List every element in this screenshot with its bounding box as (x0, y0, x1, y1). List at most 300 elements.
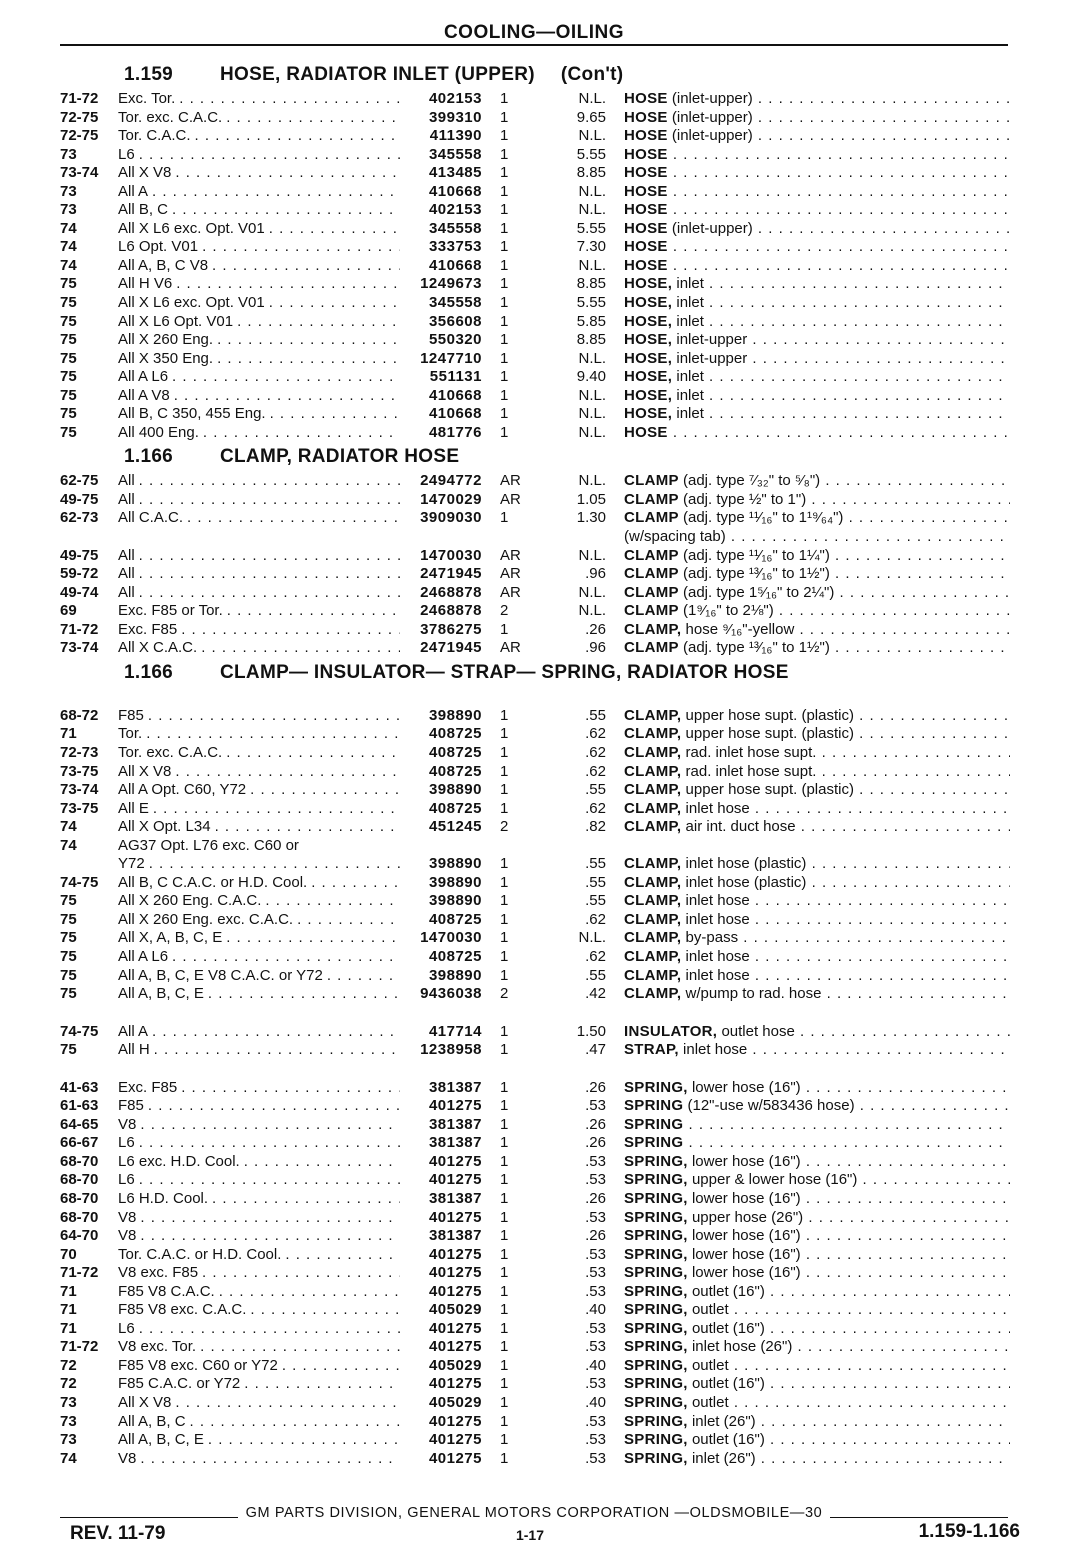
description (614, 257, 1010, 276)
list-price: .53 (585, 1208, 606, 1226)
quantity (488, 528, 544, 547)
part-number: 410668 (428, 256, 482, 274)
quantity: 1 (500, 1431, 509, 1449)
application (118, 1375, 400, 1394)
description (614, 424, 1010, 443)
part-name: HOSE (624, 145, 668, 163)
quantity: 1 (500, 910, 509, 928)
list-price: .40 (585, 1301, 606, 1319)
application (118, 424, 400, 443)
part-number: 401275 (428, 1264, 482, 1282)
application-text: V8 (118, 1450, 140, 1467)
quantity: 1 (500, 1301, 509, 1319)
quantity: 2 (500, 985, 509, 1003)
application-text: Exc. Tor. (118, 90, 179, 107)
description (614, 183, 1010, 202)
quantity: 1 (500, 966, 509, 984)
model-year: 72 (60, 1375, 77, 1393)
model-year: 75 (60, 405, 77, 423)
quantity: 1 (500, 725, 509, 743)
quantity: 1 (500, 182, 509, 200)
part-number: 401275 (428, 1319, 482, 1337)
list-price: N.L. (578, 405, 606, 423)
parts-row (60, 1134, 1020, 1153)
description (614, 1283, 1010, 1302)
list-price: N.L. (578, 602, 606, 620)
parts-row (60, 528, 1020, 547)
model-year: 71 (60, 725, 77, 743)
part-number: 408725 (428, 947, 482, 965)
description (614, 472, 1010, 491)
quantity: 1 (500, 1449, 509, 1467)
list-price: N.L. (578, 127, 606, 145)
description (614, 1116, 1010, 1135)
list-price: .53 (585, 1097, 606, 1115)
parts-row (60, 1283, 1020, 1302)
description (614, 201, 1010, 220)
part-name: HOSE, (624, 275, 673, 293)
model-year: 61-63 (60, 1097, 99, 1115)
list-price: .53 (585, 1319, 606, 1337)
part-name: CLAMP, (624, 818, 682, 836)
parts-listing (60, 60, 1020, 1468)
part-name: HOSE, (624, 294, 673, 312)
parts-row (60, 639, 1020, 658)
application-text: All A, B, C, E (118, 1431, 208, 1448)
model-year: 69 (60, 602, 77, 620)
parts-row (60, 405, 1020, 424)
description (614, 874, 1010, 893)
list-price: 1.05 (576, 490, 606, 508)
list-price: .47 (585, 1041, 606, 1059)
quantity: 1 (500, 929, 509, 947)
part-number: 1247710 (420, 349, 482, 367)
parts-row (60, 368, 1020, 387)
application (118, 1209, 400, 1228)
part-detail: (inlet-upper) (667, 90, 753, 107)
part-name: SPRING, (624, 1412, 688, 1430)
description (614, 1264, 1010, 1283)
part-name: CLAMP (624, 546, 679, 564)
description (614, 1171, 1010, 1190)
section-number: 1.159 (124, 64, 174, 85)
list-price: 8.85 (576, 164, 606, 182)
part-name: HOSE, (624, 312, 673, 330)
application-text: V8 exc. F85 (118, 1264, 202, 1281)
description (614, 948, 1010, 967)
description (614, 1394, 1010, 1413)
application-text: All X V8 (118, 164, 175, 181)
application (118, 763, 400, 782)
spacer (60, 688, 1020, 707)
part-detail: (adj. type ¹¹⁄₁₆" to 1¼") (678, 546, 830, 564)
description (614, 509, 1010, 528)
part-number: 405029 (428, 1301, 482, 1319)
quantity: 1 (500, 145, 509, 163)
part-number: 410668 (428, 386, 482, 404)
quantity: 1 (500, 1078, 509, 1096)
part-name: CLAMP (624, 602, 679, 620)
part-name: SPRING, (624, 1394, 688, 1411)
part-name: SPRING, (624, 1319, 688, 1337)
application (118, 387, 400, 406)
model-year: 73-75 (60, 762, 99, 780)
part-number: 2471945 (420, 565, 482, 583)
part-detail: inlet hose (plastic) (681, 873, 807, 891)
group-range: 1.159-1.166 (918, 1521, 1020, 1542)
description (614, 294, 1010, 313)
parts-row (60, 763, 1020, 782)
description (614, 387, 1010, 406)
description (614, 368, 1010, 387)
part-number: 345558 (428, 219, 482, 237)
part-detail: rad. inlet hose supt. (681, 743, 817, 761)
model-year: 68-70 (60, 1208, 99, 1226)
application-text: Tor. (118, 725, 146, 742)
part-name: HOSE (624, 423, 668, 441)
description (614, 800, 1010, 819)
description (614, 781, 1010, 800)
part-name: HOSE, (624, 349, 673, 367)
part-detail: outlet hose (717, 1022, 795, 1040)
quantity: 1 (500, 164, 509, 182)
part-number: 413485 (428, 164, 482, 182)
part-number: 451245 (428, 818, 482, 836)
model-year: 75 (60, 892, 77, 910)
application-text: Tor. C.A.C. (118, 127, 195, 144)
parts-row (60, 1153, 1020, 1172)
application (118, 1450, 400, 1469)
quantity: 2 (500, 818, 509, 836)
part-number: 1249673 (420, 275, 482, 293)
description (614, 109, 1010, 128)
model-year: 75 (60, 368, 77, 386)
quantity: 1 (500, 1282, 509, 1300)
part-name: CLAMP, (624, 799, 682, 817)
description (614, 911, 1010, 930)
part-detail: inlet hose (681, 947, 750, 965)
application-text: L6 exc. H.D. Cool. (118, 1153, 244, 1170)
list-price: 1.30 (576, 509, 606, 527)
application-text: All X 350 Eng. (118, 350, 217, 367)
description (614, 621, 1010, 640)
description (614, 892, 1010, 911)
part-detail: inlet hose (681, 892, 750, 910)
model-year: 70 (60, 1245, 77, 1263)
application-text: All X, A, B, C, E (118, 929, 226, 946)
quantity: 1 (500, 256, 509, 274)
part-detail: inlet (672, 368, 704, 386)
description (614, 1023, 1010, 1042)
parts-row (60, 1023, 1020, 1042)
application-text: Exc. F85 or Tor. (118, 602, 227, 619)
model-year: 75 (60, 294, 77, 312)
part-number: 402153 (428, 90, 482, 107)
model-year (60, 528, 118, 547)
parts-row (60, 164, 1020, 183)
part-name: CLAMP (624, 565, 679, 583)
part-number: 401275 (428, 1171, 482, 1189)
model-year: 74 (60, 1449, 77, 1467)
model-year (60, 855, 118, 874)
description (614, 967, 1010, 986)
application-text: All A, B, C V8 (118, 257, 212, 274)
application (118, 164, 400, 183)
parts-row (60, 387, 1020, 406)
model-year: 74 (60, 238, 77, 256)
part-number: 410668 (428, 405, 482, 423)
part-name: CLAMP (624, 639, 679, 657)
part-number: 1470030 (420, 929, 482, 947)
parts-row (60, 424, 1020, 443)
description (614, 1320, 1010, 1339)
quantity: 1 (500, 1245, 509, 1263)
list-price: .40 (585, 1394, 606, 1411)
part-number: 401275 (428, 1412, 482, 1430)
description (614, 405, 1010, 424)
parts-row (60, 725, 1020, 744)
part-number: 333753 (428, 238, 482, 256)
application-text: Tor. exc. C.A.C. (118, 109, 226, 126)
part-number: 481776 (428, 423, 482, 441)
part-name: SPRING, (624, 1431, 688, 1449)
model-year: 49-75 (60, 490, 99, 508)
list-price: 5.55 (576, 219, 606, 237)
part-name: CLAMP, (624, 966, 682, 984)
part-number: 2471945 (420, 639, 482, 657)
model-year: 72-75 (60, 108, 99, 126)
part-detail: inlet hose (678, 1041, 748, 1059)
list-price: .55 (585, 966, 606, 984)
quantity: 1 (500, 219, 509, 237)
description (614, 238, 1010, 257)
parts-row (60, 1079, 1020, 1098)
list-price: N.L. (578, 583, 606, 601)
model-year: 75 (60, 966, 77, 984)
part-number: 345558 (428, 294, 482, 312)
parts-row (60, 220, 1020, 239)
parts-row (60, 183, 1020, 202)
part-number: 398890 (428, 966, 482, 984)
part-detail: (inlet-upper) (667, 108, 753, 126)
part-number: 411390 (429, 127, 482, 145)
spacer (60, 1004, 1020, 1023)
description (614, 565, 1010, 584)
description (614, 164, 1010, 183)
model-year: 68-70 (60, 1152, 99, 1170)
part-number (400, 837, 488, 856)
part-name: SPRING, (624, 1078, 688, 1096)
quantity: 1 (500, 1227, 509, 1245)
list-price: .62 (585, 743, 606, 761)
description (614, 1246, 1010, 1265)
parts-row (60, 1190, 1020, 1209)
list-price: .53 (585, 1338, 606, 1356)
quantity: 1 (500, 201, 509, 219)
part-name: HOSE (624, 127, 668, 145)
description (614, 220, 1010, 239)
model-year: 73 (60, 201, 77, 219)
application (118, 183, 400, 202)
list-price: N.L. (578, 472, 606, 490)
part-detail: upper hose supt. (plastic) (681, 706, 854, 724)
part-name: CLAMP (624, 490, 679, 508)
application-text: All X 260 Eng. (118, 331, 217, 348)
part-number: 401275 (428, 1282, 482, 1300)
part-name: CLAMP, (624, 985, 682, 1003)
parts-row (60, 1041, 1020, 1060)
parts-row (60, 967, 1020, 986)
part-detail: upper & lower hose (16") (687, 1171, 858, 1189)
description (614, 547, 1010, 566)
section-number: 1.166 (124, 661, 174, 683)
application-text: All (118, 491, 139, 508)
description (614, 1190, 1010, 1209)
parts-row (60, 621, 1020, 640)
list-price: 8.85 (576, 275, 606, 293)
description (614, 90, 1010, 109)
application (118, 707, 400, 726)
part-name: HOSE (624, 90, 668, 107)
application-text: All B, C C.A.C. or H.D. Cool. (118, 874, 311, 891)
application-text: V8 (118, 1209, 140, 1226)
application (118, 331, 400, 350)
application (118, 948, 400, 967)
part-number (400, 528, 488, 547)
model-year: 64-65 (60, 1115, 99, 1133)
list-price: .26 (585, 1227, 606, 1245)
model-year: 68-70 (60, 1171, 99, 1189)
part-detail: inlet hose (681, 910, 750, 928)
list-price (544, 528, 614, 547)
description (614, 313, 1010, 332)
list-price: .53 (585, 1264, 606, 1282)
parts-row (60, 1097, 1020, 1116)
part-name: HOSE, (624, 368, 673, 386)
model-year: 49-74 (60, 583, 99, 601)
model-year: 74 (60, 256, 77, 274)
part-detail: outlet (687, 1394, 729, 1411)
model-year: 75 (60, 1041, 77, 1059)
application (118, 1041, 400, 1060)
application-text: L6 H.D. Cool. (118, 1190, 212, 1207)
part-name: SPRING, (624, 1245, 688, 1263)
application-text: All C.A.C. (118, 509, 187, 526)
model-year: 71-72 (60, 90, 99, 107)
application (118, 313, 400, 332)
part-number: 381387 (428, 1227, 482, 1245)
part-name: SPRING, (624, 1375, 688, 1393)
quantity: 1 (500, 238, 509, 256)
application (118, 929, 400, 948)
description (614, 1041, 1010, 1060)
quantity: 1 (500, 781, 509, 799)
parts-row (60, 1431, 1020, 1450)
part-name: HOSE (624, 256, 668, 274)
application (118, 1153, 400, 1172)
part-number: 398890 (428, 892, 482, 910)
list-price: .26 (585, 1134, 606, 1152)
description (614, 146, 1010, 165)
part-number: 1470030 (420, 546, 482, 564)
quantity: 1 (500, 1356, 509, 1374)
list-price: .53 (585, 1375, 606, 1393)
parts-row (60, 238, 1020, 257)
part-detail: inlet (26") (687, 1449, 756, 1467)
application (118, 146, 400, 165)
section-heading: CLAMP, RADIATOR HOSE (220, 446, 460, 468)
application (118, 350, 400, 369)
model-year: 62-75 (60, 472, 99, 490)
part-detail: (12"-use w/583436 hose) (683, 1097, 855, 1115)
part-name: SPRING, (624, 1282, 688, 1300)
part-detail: lower hose (16") (687, 1264, 801, 1282)
part-number: 1238958 (420, 1041, 482, 1059)
parts-row (60, 855, 1020, 874)
description (614, 1079, 1010, 1098)
description (614, 127, 1010, 146)
application (118, 547, 400, 566)
part-detail: lower hose (16") (687, 1152, 801, 1170)
part-name: CLAMP, (624, 892, 682, 910)
quantity: AR (500, 472, 521, 490)
list-price: N.L. (578, 546, 606, 564)
part-detail: upper hose (26") (687, 1208, 804, 1226)
application (118, 472, 400, 491)
part-number: 398890 (428, 855, 482, 873)
description (614, 584, 1010, 603)
application-text: All (118, 565, 139, 582)
part-detail: upper hose supt. (plastic) (681, 781, 854, 799)
model-year: 75 (60, 929, 77, 947)
part-detail: outlet (16") (687, 1319, 765, 1337)
model-year: 73 (60, 1412, 77, 1430)
application-text: F85 (118, 1097, 148, 1114)
application (118, 1357, 400, 1376)
list-price: .26 (585, 1189, 606, 1207)
model-year: 75 (60, 910, 77, 928)
page-header: COOLING—OILING (443, 22, 625, 43)
part-detail: inlet (672, 312, 704, 330)
quantity: 1 (500, 620, 509, 638)
application-text: All (118, 472, 139, 489)
part-name: STRAP, (624, 1041, 679, 1059)
list-price: .40 (585, 1356, 606, 1374)
application (118, 639, 400, 658)
section-number: 1.166 (124, 446, 174, 468)
description (614, 528, 1010, 547)
model-year: 49-75 (60, 546, 99, 564)
quantity: 1 (500, 368, 509, 386)
part-number: 408725 (428, 743, 482, 761)
part-number: 9436038 (420, 985, 482, 1003)
model-year: 71 (60, 1301, 77, 1319)
application-text: Tor. exc. C.A.C. (118, 744, 226, 761)
application (118, 584, 400, 603)
section-title (60, 658, 1020, 688)
quantity: 1 (500, 90, 509, 107)
description (614, 1357, 1010, 1376)
part-number: 405029 (428, 1394, 482, 1411)
model-year: 72-75 (60, 127, 99, 145)
application-text: All X L6 Opt. V01 (118, 313, 237, 330)
description (614, 763, 1010, 782)
application-text: All X V8 (118, 1394, 175, 1411)
application-text: Y72 (118, 855, 149, 872)
application (118, 238, 400, 257)
application-text: All A V8 (118, 387, 174, 404)
part-detail: w/pump to rad. hose (681, 985, 822, 1003)
